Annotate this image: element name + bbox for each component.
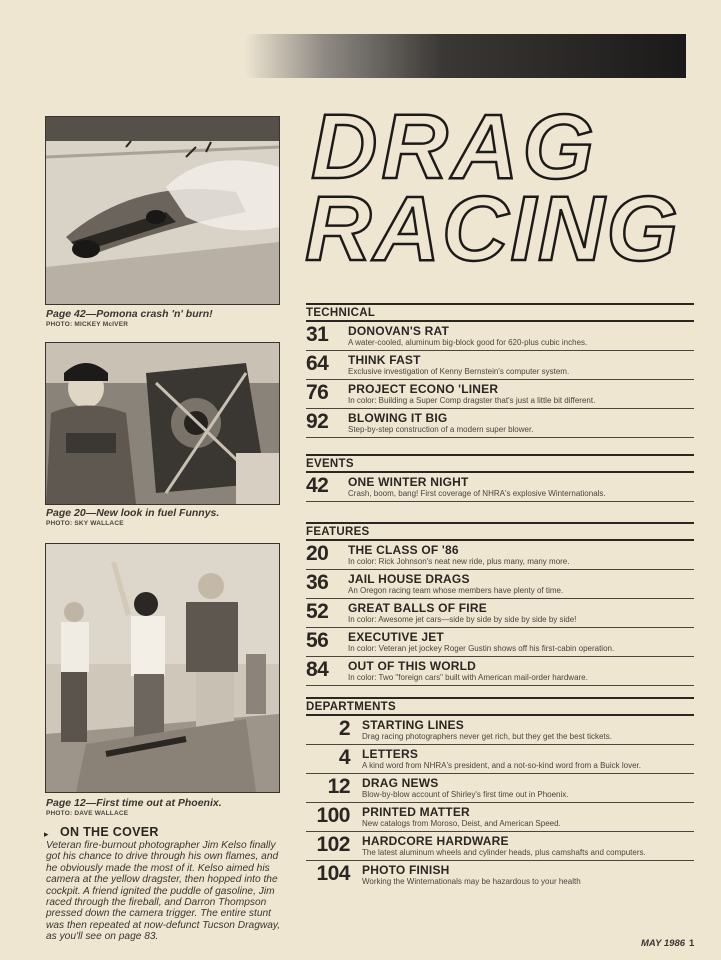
toc-entry[interactable] [306,570,694,599]
entry-page: 12 [327,775,350,798]
photo-caption-3: Page 12—First time out at Phoenix. [46,797,222,809]
entry-page: 4 [338,746,350,769]
entry-title: STARTING LINES [362,718,464,732]
photo-caption-2: Page 20—New look in fuel Funnys. [46,507,220,519]
cover-description: Veteran fire-burnout photographer Jim Kelso finally got his chance to drive through his own flames, and he obviously made the most of it. Kelso aimed his camera at the yellow dragster, then hopped into the cockpit. A friend ignited the puddle of gasoline, Jim raced through the fireball, and Darron Thompson pressed down the camera trigger. The entire stunt was then repeated at now-defunct Tucson Dragway, as you'll see on page 83. [46,840,281,943]
toc-entry[interactable] [306,380,694,409]
entry-desc: Blow-by-blow account of Shirley's first time out in Phoenix. [362,790,569,799]
entry-desc: Working the Winternationals may be hazardous to your health [362,877,581,886]
entry-title: GREAT BALLS OF FIRE [348,601,487,615]
entry-desc: Step-by-step construction of a modern super blower. [348,425,534,434]
entry-page: 102 [316,833,350,856]
entry-page: 92 [306,410,329,433]
entry-desc: In color: Veteran jet jockey Roger Gustin shows off his first-cabin operation. [348,644,615,653]
photo-credit-2: PHOTO: SKY WALLACE [46,520,124,527]
entry-page: 56 [306,629,329,652]
toc-entry[interactable] [306,351,694,380]
entry-desc: In color: Rick Johnson's neat new ride, plus many, many more. [348,557,570,566]
toc-entry[interactable] [306,628,694,657]
entry-title: DRAG NEWS [362,776,439,790]
entry-title: PHOTO FINISH [362,863,450,877]
entry-desc: Exclusive investigation of Kenny Bernstein's computer system. [348,367,570,376]
entry-desc: A water-cooled, aluminum big-block good for 620-plus cubic inches. [348,338,588,347]
toc-entry[interactable] [306,599,694,628]
cover-heading: ON THE COVER [60,825,159,839]
photo-celebration [45,543,280,793]
toc-entry[interactable] [306,541,694,570]
toc-entry[interactable] [306,832,694,861]
entry-title: JAIL HOUSE DRAGS [348,572,470,586]
entry-desc: An Oregon racing team whose members have plenty of time. [348,586,564,595]
entry-title: THINK FAST [348,353,421,367]
entry-desc: The latest aluminum wheels and cylinder heads, plus camshafts and computers. [362,848,646,857]
entry-title: ONE WINTER NIGHT [348,475,469,489]
entry-title: OUT OF THIS WORLD [348,659,477,673]
entry-page: 20 [306,542,329,565]
masthead-logo [305,100,705,270]
entry-title: LETTERS [362,747,419,761]
toc-entry[interactable] [306,716,694,745]
photo-caption-1: Page 42—Pomona crash 'n' burn! [46,308,213,320]
entry-desc: In color: Two "foreign cars" built with American mail-order hardware. [348,673,588,682]
section-features [306,522,694,686]
masthead-drag: DRAG [311,100,598,198]
photo-engine [45,342,280,505]
entry-page: 31 [306,323,329,346]
entry-page: 100 [316,804,350,827]
entry-desc: Drag racing photographers never get rich, but they get the best tickets. [362,732,612,741]
entry-desc: Crash, boom, bang! First coverage of NHRA's explosive Winternationals. [348,489,606,498]
toc-entry[interactable] [306,745,694,774]
entry-title: THE CLASS OF '86 [348,543,459,557]
photo-crash [45,116,280,305]
entry-page: 52 [306,600,329,623]
entry-title: BLOWING IT BIG [348,411,448,425]
entry-title: DONOVAN'S RAT [348,324,450,338]
entry-page: 104 [316,862,350,885]
entry-desc: New catalogs from Moroso, Deist, and American Speed. [362,819,561,828]
entry-page: 2 [338,717,350,740]
photo-credit-1: PHOTO: MICKEY McIVER [46,321,129,328]
section-heading: FEATURES [306,524,694,541]
entry-page: 84 [306,658,329,681]
entry-title: HARDCORE HARDWARE [362,834,509,848]
entry-desc: In color: Building a Super Comp dragster that's just a little bit different. [348,396,596,405]
entry-page: 76 [306,381,329,404]
entry-title: PRINTED MATTER [362,805,470,819]
entry-page: 42 [306,474,329,497]
entry-title: EXECUTIVE JET [348,630,444,644]
folio-date: MAY 1986 [641,938,686,949]
section-technical [306,303,694,438]
cover-bullet-icon: ▸ [44,829,49,839]
toc-entry[interactable] [306,657,694,686]
entry-page: 64 [306,352,329,375]
entry-title: PROJECT ECONO 'LINER [348,382,499,396]
toc-entry[interactable] [306,473,694,502]
toc-entry[interactable] [306,322,694,351]
folio-page: 1 [689,938,695,949]
masthead-racing: RACING [305,178,680,270]
entry-page: 36 [306,571,329,594]
section-departments [306,697,694,889]
toc-entry[interactable] [306,409,694,438]
header-gradient-bar [244,34,686,78]
toc-entry[interactable] [306,861,694,889]
folio [641,938,694,949]
entry-desc: A kind word from NHRA's president, and a not-so-kind word from a Buick lover. [362,761,641,770]
toc-entry[interactable] [306,803,694,832]
entry-desc: In color: Awesome jet cars—side by side by side by side by side! [348,615,577,624]
section-events [306,454,694,502]
section-heading: TECHNICAL [306,305,694,322]
photo-credit-3: PHOTO: DAVE WALLACE [46,810,129,817]
section-heading: DEPARTMENTS [306,699,694,716]
section-heading: EVENTS [306,456,694,473]
toc-entry[interactable] [306,774,694,803]
